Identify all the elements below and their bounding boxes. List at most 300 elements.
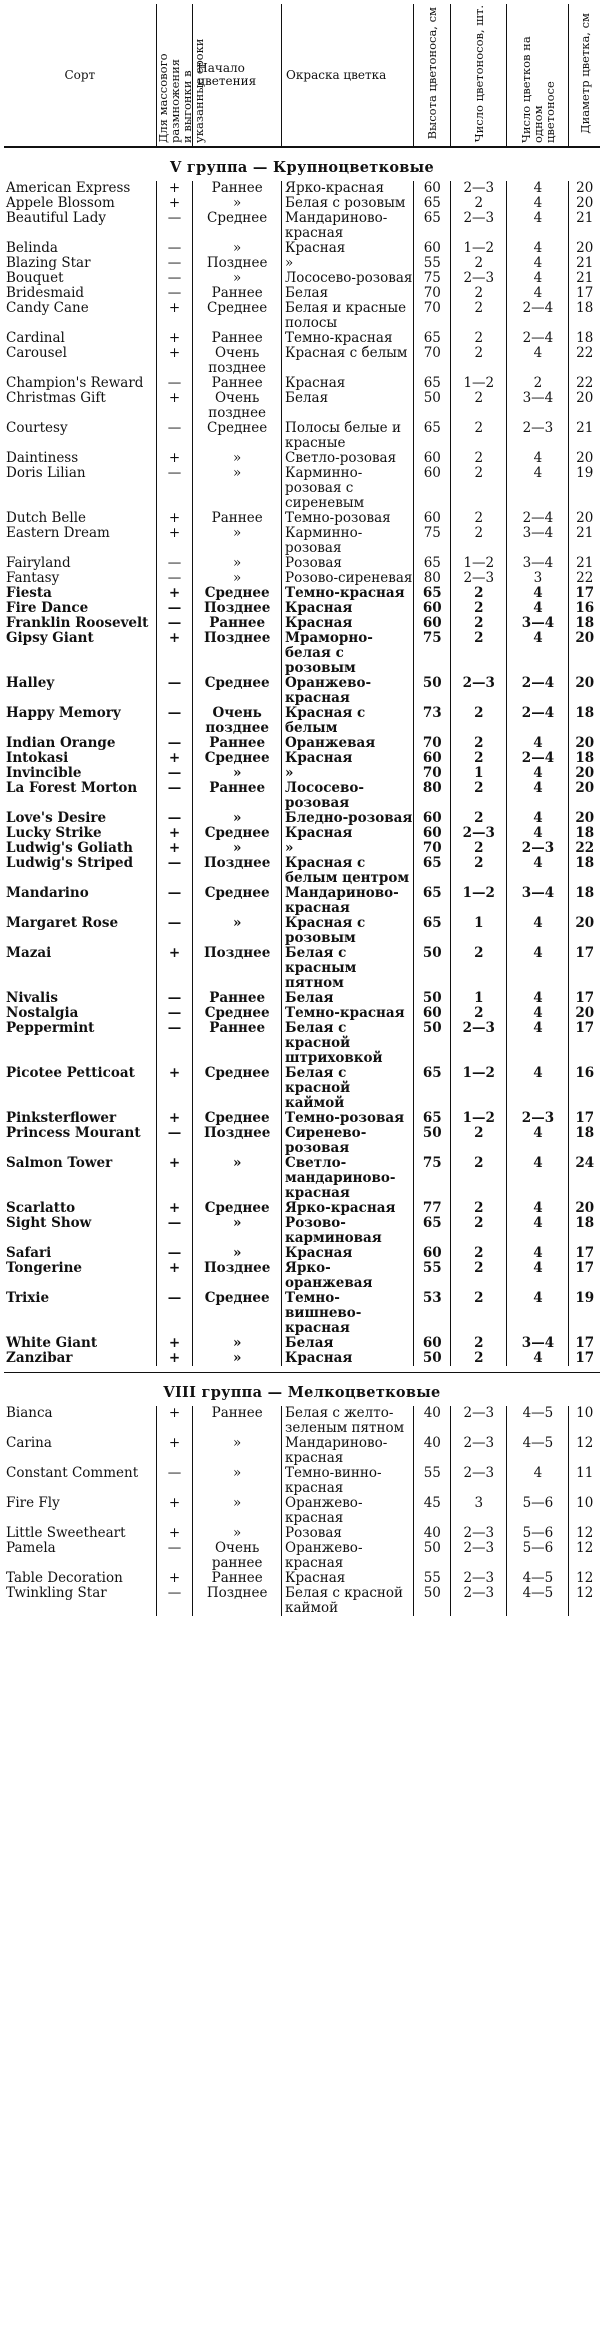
stem-count: 2 [451,451,507,466]
variety-name: Pinksterflower [6,1110,117,1126]
variety-name: Indian Orange [6,735,116,751]
forcing-mark: + [156,1351,193,1366]
stem-count: 2—3 [451,1406,507,1436]
forcing-mark: — [156,706,193,736]
stem-height: 55 [414,1466,451,1496]
stem-height: 60 [414,811,451,826]
stem-count: 2 [451,586,507,601]
variety-name: Constant Comment [6,1465,139,1481]
flower-color: Сиренево-розовая [282,1126,414,1156]
flower-color: Белая [282,286,414,301]
flowers-per-stem: 2—3 [507,421,569,451]
forcing-mark: — [156,286,193,301]
stem-height: 70 [414,736,451,751]
table-row [4,301,600,331]
stem-height: 55 [414,1261,451,1291]
flowers-per-stem: 4 [507,946,569,991]
flowers-per-stem: 4 [507,466,569,511]
flower-color: Мандариново-красная [282,886,414,916]
bloom-start: » [193,1496,282,1526]
stem-height: 50 [414,1586,451,1616]
flower-diameter: 11 [569,1466,600,1496]
table-row [4,196,600,211]
forcing-mark: + [156,331,193,346]
flowers-per-stem: 4 [507,346,569,376]
flower-diameter: 20 [569,241,600,256]
table-row [4,1246,600,1261]
flower-color: Красная [282,376,414,391]
forcing-mark: + [156,1436,193,1466]
flower-color: Лососево-розовая [282,271,414,286]
flowers-per-stem: 4 [507,601,569,616]
flower-diameter: 20 [569,451,600,466]
bloom-start: » [193,1246,282,1261]
stem-count: 2 [451,466,507,511]
stem-height: 50 [414,1021,451,1066]
stem-height: 65 [414,1066,451,1111]
flower-color: Белая с розовым [282,196,414,211]
variety-name: Gipsy Giant [6,630,94,646]
flower-color: Ярко-оранжевая [282,1261,414,1291]
forcing-mark: + [156,826,193,841]
flower-color: Оранжево-красная [282,1496,414,1526]
stem-height: 65 [414,856,451,886]
stem-count: 1—2 [451,241,507,256]
flowers-per-stem: 4 [507,1156,569,1201]
stem-count: 2—3 [451,1466,507,1496]
flower-color: Светло-розовая [282,451,414,466]
stem-count: 2 [451,391,507,421]
flowers-per-stem: 4—5 [507,1571,569,1586]
table-row [4,601,600,616]
flower-diameter: 20 [569,511,600,526]
flower-color: Темно-красная [282,331,414,346]
flowers-per-stem: 2—4 [507,331,569,346]
bloom-start: Раннее [193,781,282,811]
stem-count: 2 [451,526,507,556]
flower-diameter: 18 [569,856,600,886]
bloom-start: Очень позднее [193,346,282,376]
header-flower-diameter: Диаметр цветка, см [569,4,600,147]
flowers-per-stem: 5—6 [507,1541,569,1571]
variety-name: Table Decoration [6,1570,123,1586]
flowers-per-stem: 4 [507,1126,569,1156]
bloom-start: » [193,916,282,946]
table-row [4,781,600,811]
bloom-start: Позднее [193,601,282,616]
stem-height: 55 [414,256,451,271]
bloom-start: Очень раннее [193,1541,282,1571]
flower-diameter: 20 [569,781,600,811]
stem-count: 2 [451,601,507,616]
flower-diameter: 19 [569,1291,600,1336]
variety-name: Champion's Reward [6,375,144,391]
variety-table [4,4,600,1616]
variety-name: Ludwig's Goliath [6,840,133,856]
flowers-per-stem: 5—6 [507,1526,569,1541]
stem-count: 2—3 [451,826,507,841]
table-row [4,736,600,751]
flowers-per-stem: 3—4 [507,556,569,571]
flowers-per-stem: 4 [507,1291,569,1336]
flower-diameter: 20 [569,631,600,676]
forcing-mark: — [156,1586,193,1616]
flowers-per-stem: 2—3 [507,1111,569,1126]
bloom-start: Среднее [193,1291,282,1336]
bloom-start: Раннее [193,286,282,301]
flower-diameter: 16 [569,601,600,616]
table-row [4,1571,600,1586]
table-row [4,616,600,631]
stem-height: 65 [414,916,451,946]
table-row [4,286,600,301]
stem-height: 65 [414,211,451,241]
flower-color: Карминно-розовая [282,526,414,556]
flower-color: Красная [282,601,414,616]
table-row [4,1541,600,1571]
table-row [4,466,600,511]
flower-diameter: 12 [569,1541,600,1571]
bloom-start: Раннее [193,181,282,196]
stem-height: 50 [414,1541,451,1571]
stem-count: 2—3 [451,181,507,196]
flower-diameter: 18 [569,616,600,631]
variety-name: Nostalgia [6,1005,79,1021]
stem-count: 2 [451,1291,507,1336]
flower-color: Белая с красной каймой [282,1066,414,1111]
bloom-start: » [193,1526,282,1541]
flower-diameter: 20 [569,766,600,781]
forcing-mark: + [156,301,193,331]
forcing-mark: — [156,781,193,811]
flower-diameter: 10 [569,1496,600,1526]
flower-diameter: 18 [569,706,600,736]
flower-diameter: 20 [569,181,600,196]
stem-count: 2—3 [451,571,507,586]
forcing-mark: + [156,841,193,856]
table-row [4,1126,600,1156]
forcing-mark: + [156,631,193,676]
variety-name: Salmon Tower [6,1155,113,1171]
stem-height: 80 [414,781,451,811]
forcing-mark: + [156,181,193,196]
flowers-per-stem: 4 [507,286,569,301]
flowers-per-stem: 4—5 [507,1586,569,1616]
stem-count: 2—3 [451,1526,507,1541]
table-row [4,376,600,391]
stem-count: 2 [451,1351,507,1366]
flowers-per-stem: 4 [507,736,569,751]
stem-count: 2 [451,331,507,346]
table-row [4,571,600,586]
flowers-per-stem: 4 [507,766,569,781]
flowers-per-stem: 4 [507,586,569,601]
stem-count: 2 [451,1201,507,1216]
flower-color: Красная с розовым [282,916,414,946]
variety-name: Appele Blossom [6,195,115,211]
table-row [4,451,600,466]
stem-height: 70 [414,301,451,331]
bloom-start: Среднее [193,1201,282,1216]
stem-height: 75 [414,1156,451,1201]
stem-count: 2 [451,781,507,811]
flowers-per-stem: 3 [507,571,569,586]
flower-color: Оранжевая [282,736,414,751]
header-row [4,4,600,147]
header-forcing: Для массового размножения и выгонки в указанные сроки [156,4,193,147]
flower-diameter: 18 [569,301,600,331]
flowers-per-stem: 4 [507,1351,569,1366]
flowers-per-stem: 3—4 [507,526,569,556]
table-row [4,556,600,571]
bloom-start: Позднее [193,1261,282,1291]
forcing-mark: — [156,1466,193,1496]
stem-count: 2 [451,946,507,991]
flower-diameter: 18 [569,1216,600,1246]
bloom-start: Среднее [193,676,282,706]
stem-count: 2 [451,736,507,751]
flowers-per-stem: 4 [507,1021,569,1066]
flower-color: » [282,841,414,856]
variety-name: Carina [6,1435,52,1451]
variety-name: Fantasy [6,570,60,586]
stem-height: 70 [414,766,451,781]
forcing-mark: — [156,256,193,271]
variety-name: Mazai [6,945,52,961]
variety-name: Cardinal [6,330,65,346]
flower-diameter: 17 [569,1111,600,1126]
flower-color: Лососево-розовая [282,781,414,811]
stem-height: 75 [414,271,451,286]
flower-color: Оранжево-красная [282,676,414,706]
flower-diameter: 17 [569,1336,600,1351]
variety-name: Happy Memory [6,705,121,721]
stem-count: 1—2 [451,886,507,916]
forcing-mark: + [156,586,193,601]
flower-diameter: 20 [569,196,600,211]
flower-diameter: 18 [569,826,600,841]
flower-color: Мандариново-красная [282,1436,414,1466]
stem-count: 1 [451,991,507,1006]
variety-name: Fiesta [6,585,52,601]
stem-height: 60 [414,751,451,766]
bloom-start: Среднее [193,586,282,601]
flower-diameter: 17 [569,586,600,601]
stem-count: 2 [451,421,507,451]
stem-count: 2 [451,256,507,271]
table-row [4,1466,600,1496]
table-row [4,511,600,526]
table-row [4,946,600,991]
variety-name: Belinda [6,240,58,256]
stem-count: 2—3 [451,1541,507,1571]
flower-diameter: 17 [569,1261,600,1291]
flowers-per-stem: 4 [507,256,569,271]
variety-name: Candy Cane [6,300,89,316]
forcing-mark: + [156,1261,193,1291]
flower-diameter: 22 [569,346,600,376]
flower-diameter: 18 [569,331,600,346]
bloom-start: Позднее [193,1126,282,1156]
flower-diameter: 17 [569,286,600,301]
forcing-mark: — [156,676,193,706]
variety-name: Picotee Petticoat [6,1065,135,1081]
flower-color: » [282,256,414,271]
table-row [4,331,600,346]
table-row [4,1406,600,1436]
variety-name: Trixie [6,1290,50,1306]
flowers-per-stem: 4 [507,856,569,886]
stem-height: 65 [414,421,451,451]
table-row [4,241,600,256]
table-row [4,1216,600,1246]
flowers-per-stem: 2—4 [507,511,569,526]
stem-count: 2—3 [451,271,507,286]
stem-count: 2 [451,751,507,766]
flower-color: Ярко-красная [282,1201,414,1216]
flowers-per-stem: 4 [507,1066,569,1111]
forcing-mark: + [156,1066,193,1111]
flower-diameter: 10 [569,1406,600,1436]
stem-height: 75 [414,631,451,676]
variety-name: Zanzibar [6,1350,73,1366]
stem-height: 65 [414,586,451,601]
table-row [4,256,600,271]
stem-height: 40 [414,1436,451,1466]
stem-height: 55 [414,1571,451,1586]
flowers-per-stem: 4 [507,211,569,241]
stem-height: 60 [414,241,451,256]
flower-color: Ярко-красная [282,181,414,196]
flower-color: Белая с красным пятном [282,946,414,991]
table-row [4,1436,600,1466]
variety-name: Love's Desire [6,810,107,826]
variety-name: Peppermint [6,1020,95,1036]
bloom-start: » [193,271,282,286]
flower-color: Белая [282,1336,414,1351]
table-row [4,1066,600,1111]
flowers-per-stem: 4 [507,1261,569,1291]
bloom-start: Раннее [193,736,282,751]
table-row [4,916,600,946]
table-row [4,1586,600,1616]
bloom-start: Среднее [193,826,282,841]
flower-diameter: 21 [569,526,600,556]
flowers-per-stem: 4—5 [507,1406,569,1436]
stem-height: 50 [414,1126,451,1156]
group-heading-8 [4,1373,600,1407]
stem-height: 60 [414,1246,451,1261]
table-row [4,631,600,676]
stem-height: 65 [414,1111,451,1126]
bloom-start: Раннее [193,616,282,631]
flowers-per-stem: 2—4 [507,301,569,331]
flowers-per-stem: 4 [507,631,569,676]
stem-height: 53 [414,1291,451,1336]
flower-color: Карминно-розовая с сиреневым [282,466,414,511]
stem-height: 60 [414,511,451,526]
flowers-per-stem: 4 [507,1466,569,1496]
stem-height: 65 [414,376,451,391]
forcing-mark: + [156,1111,193,1126]
flowers-per-stem: 4 [507,826,569,841]
flower-diameter: 19 [569,466,600,511]
variety-name: Bouquet [6,270,64,286]
variety-name: Little Sweetheart [6,1525,126,1541]
table-row [4,271,600,286]
forcing-mark: — [156,886,193,916]
stem-count: 2 [451,301,507,331]
header-stem-count: Число цветоносов, шт. [451,4,507,147]
flower-diameter: 12 [569,1526,600,1541]
table-row [4,841,600,856]
stem-height: 40 [414,1526,451,1541]
variety-name: Safari [6,1245,52,1261]
forcing-mark: — [156,601,193,616]
stem-count: 1—2 [451,1066,507,1111]
table-row [4,751,600,766]
flower-color: Красная [282,1351,414,1366]
stem-height: 50 [414,991,451,1006]
variety-name: Mandarino [6,885,89,901]
variety-name: Ludwig's Striped [6,855,134,871]
bloom-start: » [193,241,282,256]
variety-name: Blazing Star [6,255,91,271]
forcing-mark: — [156,271,193,286]
forcing-mark: + [156,1156,193,1201]
stem-count: 1—2 [451,1111,507,1126]
flower-color: Темно-розовая [282,1111,414,1126]
table-row [4,346,600,376]
flower-diameter: 17 [569,1246,600,1261]
stem-count: 2—3 [451,1021,507,1066]
variety-name: Tongerine [6,1260,82,1276]
bloom-start: » [193,451,282,466]
forcing-mark: + [156,946,193,991]
forcing-mark: — [156,766,193,781]
flowers-per-stem: 4 [507,1216,569,1246]
variety-name: Nivalis [6,990,58,1006]
table-row [4,826,600,841]
flowers-per-stem: 4 [507,181,569,196]
stem-height: 60 [414,616,451,631]
forcing-mark: + [156,346,193,376]
bloom-start: Позднее [193,946,282,991]
forcing-mark: + [156,1336,193,1351]
stem-count: 1 [451,766,507,781]
table-row [4,181,600,196]
forcing-mark: — [156,556,193,571]
table-row [4,421,600,451]
forcing-mark: — [156,616,193,631]
variety-name: Margaret Rose [6,915,119,931]
forcing-mark: — [156,916,193,946]
flowers-per-stem: 4 [507,991,569,1006]
table-row [4,706,600,736]
flower-color: Розовая [282,556,414,571]
flower-color: Белая [282,391,414,421]
bloom-start: Раннее [193,511,282,526]
flower-color: » [282,766,414,781]
variety-name: Dutch Belle [6,510,87,526]
variety-name: Doris Lilian [6,465,86,481]
forcing-mark: — [156,736,193,751]
stem-height: 70 [414,346,451,376]
stem-height: 65 [414,1216,451,1246]
flower-diameter: 22 [569,571,600,586]
flower-diameter: 21 [569,421,600,451]
flowers-per-stem: 2—4 [507,706,569,736]
